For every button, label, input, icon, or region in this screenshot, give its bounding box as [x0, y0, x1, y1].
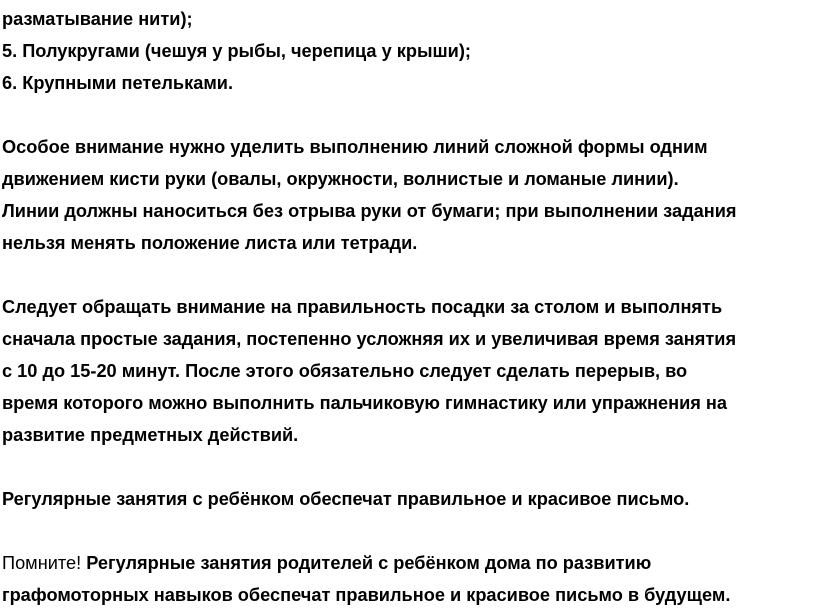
paragraph-1-line-3: Линии должны наноситься без отрыва руки от бумаги; при выполнении задания [2, 201, 737, 221]
reminder-line-1 [2, 547, 814, 579]
paragraph-2-line-3: с 10 до 15-20 минут. После этого обязательно следует сделать перерыв, во [2, 361, 688, 381]
paragraph-spacer [2, 515, 814, 547]
paragraph-spacer [2, 99, 814, 131]
paragraph-2-line-1: Следует обращать внимание на правильность посадки за столом и выполнять [2, 297, 723, 317]
paragraph-1-line-1: Особое внимание нужно уделить выполнению линий сложной формы одним [2, 137, 708, 157]
document-body [2, 0, 814, 611]
reminder-line-2: графомоторных навыков обеспечат правильное и красивое письмо в будущем. [2, 585, 731, 605]
paragraph-2-line-2: сначала простые задания, постепенно усложняя их и увеличивая время занятия [2, 329, 737, 349]
paragraph-2-line-5: развитие предметных действий. [2, 425, 299, 445]
reminder-lead: Помните! [2, 553, 87, 573]
reminder-text-1: Регулярные занятия родителей с ребёнком дома по развитию [86, 553, 652, 573]
list-item-5: 5. Полукругами (чешуя у рыбы, черепица у крыши); [2, 41, 471, 61]
paragraph-spacer [2, 451, 814, 483]
paragraph-3: Регулярные занятия с ребёнком обеспечат правильное и красивое письмо. [2, 489, 690, 509]
list-item-6: 6. Крупными петельками. [2, 73, 234, 93]
paragraph-2-line-4: время которого можно выполнить пальчиковую гимнастику или упражнения на [2, 393, 728, 413]
paragraph-1-line-4: нельзя менять положение листа или тетради. [2, 233, 418, 253]
list-item-continuation: разматывание нити); [2, 9, 193, 29]
paragraph-1-line-2: движением кисти руки (овалы, окружности, волнистые и ломаные линии). [2, 169, 679, 189]
paragraph-spacer [2, 259, 814, 291]
